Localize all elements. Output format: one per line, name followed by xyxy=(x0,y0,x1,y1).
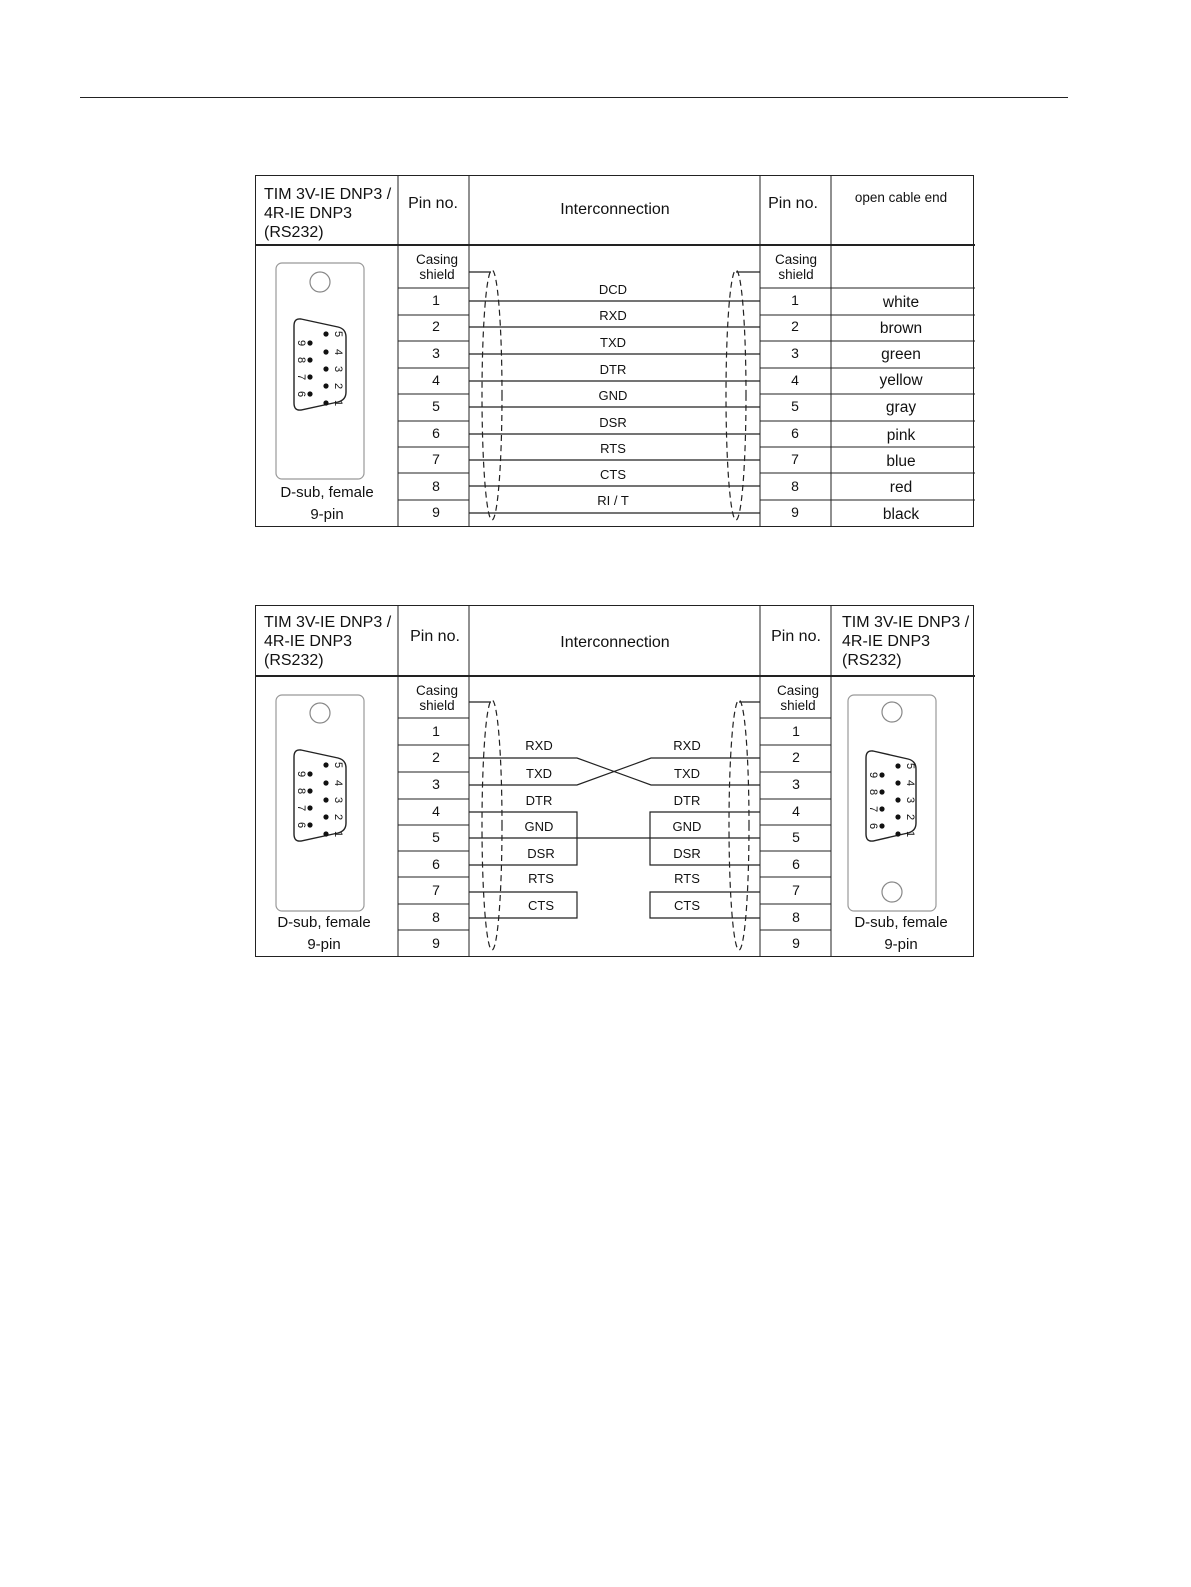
dsub-connector-left xyxy=(276,263,364,479)
pin-number-left: 2 xyxy=(432,318,440,334)
right-device-title-line3: (RS232) xyxy=(842,652,902,669)
connector-pin-number: 4 xyxy=(332,779,344,787)
pin-number-right: 4 xyxy=(791,372,799,388)
signal-label: TXD xyxy=(600,335,626,350)
shield-label-right: shield xyxy=(778,267,814,282)
shield-label-left: shield xyxy=(419,698,455,713)
signal-label-left: RTS xyxy=(528,871,554,886)
signal-label: GND xyxy=(598,388,628,403)
interconnection-wires xyxy=(469,702,760,918)
signal-label-right: TXD xyxy=(674,766,700,781)
pin-number-right: 9 xyxy=(792,935,800,951)
connector-type-label-right: D-sub, female xyxy=(854,914,948,931)
connector-pin-number: 9 xyxy=(867,771,879,779)
pin-number-right: 8 xyxy=(791,478,799,494)
cable-diagram-null-modem xyxy=(255,605,976,958)
dsub-connector-right xyxy=(848,695,936,911)
signal-label-right: RXD xyxy=(673,738,701,753)
wire-color-label: blue xyxy=(886,453,916,470)
connector-pin-number: 7 xyxy=(295,804,307,812)
pin-number-left: 5 xyxy=(432,398,440,414)
pin-number-right: 1 xyxy=(792,723,800,739)
shield-label-right: shield xyxy=(780,698,816,713)
pin-number-left: 9 xyxy=(432,935,440,951)
diagram-1-svg xyxy=(255,175,976,528)
pin-number-right: 4 xyxy=(792,803,800,819)
pin-number-left: 7 xyxy=(432,882,440,898)
pin-number-left: 4 xyxy=(432,372,440,388)
signal-label-right: DSR xyxy=(673,846,701,861)
signal-label-right: RTS xyxy=(674,871,700,886)
connector-pin-number: 6 xyxy=(867,822,879,830)
device-title-line3: (RS232) xyxy=(264,652,324,669)
connector-pin-number: 1 xyxy=(904,830,916,838)
diagram-2-svg xyxy=(255,605,976,958)
pin-no-left-header: Pin no. xyxy=(408,195,458,212)
pin-number-left: 8 xyxy=(432,909,440,925)
connector-pin-number: 8 xyxy=(295,787,307,795)
wire-color-label: pink xyxy=(886,427,916,444)
signal-label-left: CTS xyxy=(528,898,554,913)
casing-label-right: Casing xyxy=(774,252,818,267)
wire-color-label: gray xyxy=(885,399,917,416)
pin-number-left: 5 xyxy=(432,829,440,845)
shield-label-left: shield xyxy=(419,267,455,282)
right-device-title-line1: TIM 3V-IE DNP3 / xyxy=(842,614,970,631)
signal-label-right: DTR xyxy=(673,793,701,808)
connector-pin-number: 4 xyxy=(332,348,344,356)
signal-label-left: DSR xyxy=(527,846,555,861)
signal-label: DTR xyxy=(599,362,627,377)
pin-number-left: 6 xyxy=(432,425,440,441)
connector-type-label: D-sub, female xyxy=(280,484,374,501)
connector-pins-label-left: 9-pin xyxy=(307,936,341,953)
wire-color-label: black xyxy=(882,506,920,523)
connector-pin-number: 5 xyxy=(332,330,344,338)
wire-color-label: red xyxy=(889,479,913,496)
wire-color-label: green xyxy=(881,346,921,363)
connector-pin-number: 6 xyxy=(295,390,307,398)
page-header-rule xyxy=(80,97,1068,98)
pin-number-right: 8 xyxy=(792,909,800,925)
interconnection-header: Interconnection xyxy=(560,634,670,651)
connector-pin-number: 3 xyxy=(904,796,916,804)
dsub-connector-left xyxy=(276,695,364,911)
pin-number-left: 9 xyxy=(432,504,440,520)
shield-ellipse-left xyxy=(482,700,502,950)
pin-number-left: 4 xyxy=(432,803,440,819)
pin-number-right: 7 xyxy=(792,882,800,898)
pin-number-left: 2 xyxy=(432,749,440,765)
pin-number-left: 3 xyxy=(432,345,440,361)
pin-number-left: 3 xyxy=(432,776,440,792)
pin-number-left: 6 xyxy=(432,856,440,872)
pin-number-right: 3 xyxy=(792,776,800,792)
shield-ellipse-right xyxy=(726,270,746,520)
open-cable-end-header: open cable end xyxy=(854,190,948,205)
connector-pin-number: 9 xyxy=(295,770,307,778)
connector-pin-number: 8 xyxy=(295,356,307,364)
signal-label: CTS xyxy=(600,467,626,482)
signal-label-right: GND xyxy=(672,819,702,834)
connector-pin-number: 2 xyxy=(332,382,344,390)
connector-pin-number: 3 xyxy=(332,365,344,373)
pin-number-left: 1 xyxy=(432,723,440,739)
connector-pin-number: 7 xyxy=(867,805,879,813)
connector-pin-number: 2 xyxy=(904,813,916,821)
pin-number-right: 2 xyxy=(791,318,799,334)
wire-color-label: brown xyxy=(879,320,923,337)
pin-number-right: 7 xyxy=(791,451,799,467)
signal-label-left: GND xyxy=(524,819,554,834)
signal-label: RI / T xyxy=(597,493,629,508)
casing-label-left: Casing xyxy=(415,683,459,698)
signal-label-right: CTS xyxy=(674,898,700,913)
signal-label: RXD xyxy=(599,308,627,323)
connector-pins-label-right: 9-pin xyxy=(884,936,918,953)
device-title-line3: (RS232) xyxy=(264,224,324,241)
device-title-line2: 4R-IE DNP3 xyxy=(264,205,353,222)
signal-label: RTS xyxy=(600,441,626,456)
pin-no-right-header: Pin no. xyxy=(771,628,821,645)
wire-color-label: yellow xyxy=(879,372,923,389)
connector-type-label-left: D-sub, female xyxy=(277,914,371,931)
pin-number-right: 3 xyxy=(791,345,799,361)
pin-number-left: 1 xyxy=(432,292,440,308)
pin-row-dividers xyxy=(398,718,831,930)
pin-no-left-header: Pin no. xyxy=(410,628,460,645)
device-title-line2: 4R-IE DNP3 xyxy=(264,633,353,650)
connector-pin-number: 4 xyxy=(904,779,916,787)
shield-ellipse-right xyxy=(729,700,749,950)
pin-number-right: 2 xyxy=(792,749,800,765)
pin-number-right: 1 xyxy=(791,292,799,308)
connector-pin-number: 7 xyxy=(295,373,307,381)
connector-pin-number: 8 xyxy=(867,788,879,796)
connector-pin-number: 9 xyxy=(295,339,307,347)
connector-pin-number: 3 xyxy=(332,796,344,804)
casing-label-right: Casing xyxy=(776,683,820,698)
cable-diagram-open-end xyxy=(255,175,976,528)
connector-pin-number: 5 xyxy=(904,762,916,770)
signal-label-left: DTR xyxy=(525,793,553,808)
right-device-title-line2: 4R-IE DNP3 xyxy=(842,633,931,650)
signal-label-left: TXD xyxy=(526,766,552,781)
connector-pin-number: 2 xyxy=(332,813,344,821)
device-title-line1: TIM 3V-IE DNP3 / xyxy=(264,614,392,631)
device-title-line1: TIM 3V-IE DNP3 / xyxy=(264,186,392,203)
signal-label: DCD xyxy=(598,282,628,297)
pin-number-right: 5 xyxy=(791,398,799,414)
casing-label-left: Casing xyxy=(415,252,459,267)
pin-number-right: 6 xyxy=(792,856,800,872)
pin-number-right: 6 xyxy=(791,425,799,441)
interconnection-header: Interconnection xyxy=(560,201,670,218)
pin-number-right: 9 xyxy=(791,504,799,520)
connector-pins-label: 9-pin xyxy=(310,506,344,523)
connector-pin-number: 1 xyxy=(332,399,344,407)
pin-number-right: 5 xyxy=(792,829,800,845)
pin-number-left: 8 xyxy=(432,478,440,494)
signal-label-left: RXD xyxy=(525,738,553,753)
connector-pin-number: 6 xyxy=(295,821,307,829)
pin-no-right-header: Pin no. xyxy=(768,195,818,212)
shield-ellipse-left xyxy=(482,270,502,520)
connector-pin-number: 1 xyxy=(332,830,344,838)
pin-number-left: 7 xyxy=(432,451,440,467)
signal-label: DSR xyxy=(599,415,627,430)
connector-pin-number: 5 xyxy=(332,761,344,769)
wire-color-label: white xyxy=(882,294,920,311)
